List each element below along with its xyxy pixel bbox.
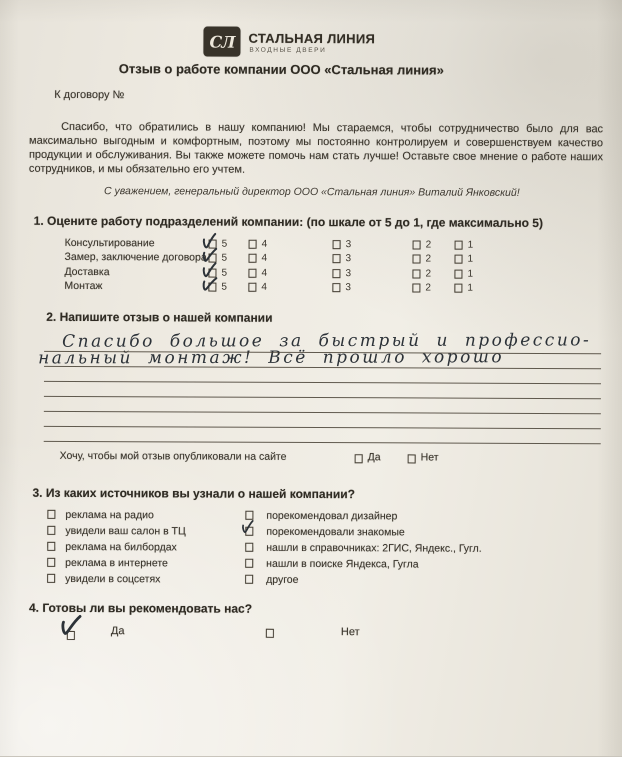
rating-option-2[interactable]: 2 xyxy=(412,268,431,279)
source-option[interactable] xyxy=(47,524,185,538)
rating-row-label: Замер, заключение договора xyxy=(64,250,207,264)
source-option[interactable] xyxy=(245,541,482,555)
source-option[interactable] xyxy=(47,572,160,585)
source-option[interactable] xyxy=(47,540,177,554)
source-option[interactable] xyxy=(245,557,418,571)
source-label: порекомендовали знакомые xyxy=(266,525,405,538)
source-label: реклама в интернете xyxy=(65,556,168,569)
ratings-heading: 1. Оцените работу подразделений компании: (по шкале от 5 до 1, где максимально 5) xyxy=(33,213,544,231)
rating-row xyxy=(0,280,622,297)
rating-checkbox-icon xyxy=(412,283,420,292)
source-label: другое xyxy=(266,573,299,586)
rating-checkbox-icon xyxy=(249,254,257,263)
publish-no-label: Нет xyxy=(420,451,439,464)
source-label: реклама на радио xyxy=(65,508,154,521)
intro-paragraph: Спасибо, что обратились в нашу компанию! Мы стараемся, чтобы сотрудничество было для вас максимально выгодным и комфортным, поэтому мы постоянно контролируем и совершенствуем качество продукции и обслуживания. Вы также можете помочь нам стать лучше! Оставьте свое мнение о работе наших сотрудников, и мы обязательно его учтем. xyxy=(28,120,604,176)
rating-option-4[interactable]: 4 xyxy=(248,253,267,264)
rating-row-label: Монтаж xyxy=(64,279,103,293)
rating-checkbox-icon xyxy=(413,240,421,249)
sources-heading: 3. Из каких источников вы узнали о нашей компании? xyxy=(32,485,355,502)
source-checkbox-icon xyxy=(47,574,55,583)
rating-checkbox-icon xyxy=(248,283,256,292)
source-checkbox-icon xyxy=(47,526,55,535)
source-label: реклама на билбордах xyxy=(65,540,177,553)
brand-logo xyxy=(203,27,240,57)
source-option[interactable] xyxy=(245,573,298,586)
rating-checkbox-icon xyxy=(332,269,340,278)
source-label: порекомендовал дизайнер xyxy=(266,509,398,522)
source-label: нашли в поиске Яндекса, Гугла xyxy=(266,557,419,570)
ruled-line xyxy=(44,381,601,384)
rating-option-3[interactable]: 3 xyxy=(332,268,351,279)
rating-option-1[interactable]: 1 xyxy=(454,269,473,280)
source-option[interactable] xyxy=(245,525,404,539)
handwritten-check-icon xyxy=(239,518,257,536)
ruled-line xyxy=(44,426,601,429)
handwritten-check-icon xyxy=(56,611,85,640)
rating-option-3[interactable]: 3 xyxy=(332,282,351,293)
source-option[interactable] xyxy=(245,509,397,523)
rating-option-3[interactable]: 3 xyxy=(332,253,351,264)
recommend-no-label: Нет xyxy=(340,626,360,639)
rating-option-1[interactable]: 1 xyxy=(454,254,473,265)
rating-option-4[interactable]: 4 xyxy=(248,268,267,279)
rating-checkbox-icon xyxy=(333,254,341,263)
rating-option-5[interactable]: 5 xyxy=(208,282,227,293)
rating-checkbox-icon xyxy=(249,240,257,249)
rating-checkbox-icon xyxy=(248,269,256,278)
source-checkbox-icon xyxy=(245,543,253,552)
handwritten-check-icon xyxy=(198,274,220,296)
brand-monogram: СЛ xyxy=(209,32,235,52)
source-checkbox-icon xyxy=(245,559,253,568)
rating-option-2[interactable]: 2 xyxy=(413,239,432,250)
source-checkbox-icon xyxy=(245,575,253,584)
review-heading: 2. Напишите отзыв о нашей компании xyxy=(46,309,273,325)
rating-option-3[interactable]: 3 xyxy=(333,239,352,250)
publish-no-checkbox[interactable] xyxy=(408,454,416,463)
source-checkbox-icon xyxy=(47,558,55,567)
brand-name: СТАЛЬНАЯ ЛИНИЯ xyxy=(248,30,376,47)
rating-option-2[interactable]: 2 xyxy=(412,282,431,293)
rating-option-5[interactable]: 5 xyxy=(208,268,227,279)
source-checkbox-icon xyxy=(47,510,55,519)
publish-yes-label: Да xyxy=(367,451,381,464)
rating-row xyxy=(0,251,622,268)
ruled-line xyxy=(44,441,601,444)
rating-option-1[interactable]: 1 xyxy=(455,240,474,251)
rating-checkbox-icon xyxy=(455,255,463,264)
rating-checkbox-icon xyxy=(455,241,463,250)
rating-option-1[interactable]: 1 xyxy=(454,283,473,294)
rating-checkbox-icon xyxy=(454,270,462,279)
source-label: нашли в справочниках: 2ГИС, Яндекс., Гугл. xyxy=(266,541,482,555)
publish-question: Хочу, чтобы мой отзыв опубликовали на сайте xyxy=(59,449,287,463)
publish-yes-checkbox[interactable] xyxy=(355,454,363,463)
contract-number-label: К договору № xyxy=(54,88,125,102)
brand-tagline: ВХОДНЫЕ ДВЕРИ xyxy=(249,46,327,55)
rating-row-label: Доставка xyxy=(64,265,110,279)
ruled-line xyxy=(44,411,601,414)
handwritten-review-line: Спасибо большое за быстрый и профессио- xyxy=(62,330,592,352)
rating-checkbox-icon xyxy=(333,240,341,249)
source-checkbox-icon xyxy=(47,542,55,551)
source-label: увидели ваш салон в ТЦ xyxy=(65,524,186,537)
recommend-heading: 4. Готовы ли вы рекомендовать нас? xyxy=(28,600,253,616)
rating-option-5[interactable]: 5 xyxy=(209,239,228,250)
form-title: Отзыв о работе компании ООО «Стальная линия» xyxy=(118,61,444,78)
rating-row-label: Консультирование xyxy=(64,236,155,250)
rating-checkbox-icon xyxy=(454,284,462,293)
recommend-no-checkbox[interactable] xyxy=(266,629,274,638)
rating-option-4[interactable]: 4 xyxy=(249,239,268,250)
rating-checkbox-icon xyxy=(332,283,340,292)
rating-option-4[interactable]: 4 xyxy=(248,282,267,293)
rating-checkbox-icon xyxy=(412,269,420,278)
source-option[interactable] xyxy=(47,508,153,521)
rating-checkbox-icon xyxy=(413,254,421,263)
handwritten-review-line: нальный монтаж! Всё прошло хорошо xyxy=(38,347,505,369)
recommend-yes-label: Да xyxy=(110,625,125,638)
rating-option-5[interactable]: 5 xyxy=(208,253,227,264)
ruled-line xyxy=(44,396,601,399)
rating-option-2[interactable]: 2 xyxy=(412,253,431,264)
director-signature: С уважением, генеральный директор ООО «Стальная линия» Виталий Янковский! xyxy=(103,185,520,199)
source-option[interactable] xyxy=(47,556,168,570)
source-label: увидели в соцсетях xyxy=(65,572,161,585)
